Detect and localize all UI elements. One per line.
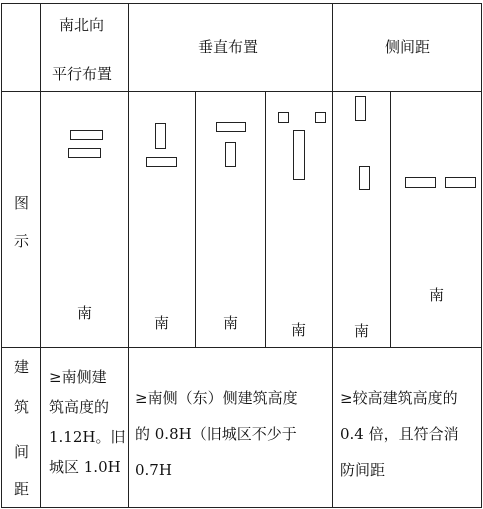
building-block bbox=[445, 177, 476, 188]
col1-divider bbox=[128, 3, 129, 508]
building-block bbox=[293, 130, 305, 180]
building-block bbox=[405, 177, 436, 188]
south-label: 南 bbox=[223, 314, 239, 332]
distance-parallel-text bbox=[49, 362, 127, 482]
building-block bbox=[68, 148, 101, 158]
distance-row-label-char-4: 距 bbox=[14, 480, 30, 498]
col2-subdivider-2 bbox=[265, 91, 266, 348]
distance-perpendicular-line: ≥南侧（东）侧建筑高度 bbox=[135, 389, 298, 407]
building-block bbox=[315, 112, 326, 123]
building-block bbox=[70, 130, 103, 140]
south-label: 南 bbox=[429, 286, 445, 304]
building-block bbox=[225, 142, 236, 167]
header-perpendicular: 垂直布置 bbox=[198, 38, 259, 56]
diagram-row-label-char-2: 示 bbox=[14, 232, 30, 250]
distance-parallel-line: ≥南侧建 bbox=[49, 368, 107, 386]
distance-parallel-line: 1.12H。旧 bbox=[49, 428, 126, 446]
distance-perpendicular-text bbox=[135, 380, 330, 488]
building-block bbox=[278, 112, 289, 123]
building-block bbox=[359, 166, 370, 190]
table-border-left bbox=[1, 3, 2, 508]
south-label: 南 bbox=[291, 321, 307, 339]
header-parallel-line1: 南北向 bbox=[59, 16, 105, 34]
building-block bbox=[216, 122, 246, 132]
distance-parallel-line: 城区 1.0H bbox=[49, 458, 121, 476]
distance-side-line: 防间距 bbox=[340, 461, 386, 479]
building-block bbox=[155, 123, 166, 149]
distance-side-line: 0.4 倍，且符合消 bbox=[340, 425, 459, 443]
distance-row-label-char-2: 筑 bbox=[14, 398, 30, 416]
distance-perpendicular-line: 的 0.8H（旧城区不少于 bbox=[135, 425, 297, 443]
col3-subdivider bbox=[390, 91, 391, 348]
col2-divider bbox=[332, 3, 333, 508]
table-border-right bbox=[481, 3, 482, 508]
diagram-row-divider bbox=[1, 347, 482, 348]
distance-perpendicular-line: 0.7H bbox=[135, 461, 172, 479]
building-block bbox=[146, 157, 177, 167]
diagram-row-label-char-1: 图 bbox=[14, 194, 30, 212]
header-side-spacing: 侧间距 bbox=[385, 38, 431, 56]
building-block bbox=[355, 96, 366, 121]
header-parallel-line2: 平行布置 bbox=[52, 65, 113, 83]
header-divider bbox=[1, 91, 482, 92]
table-border-bottom bbox=[1, 507, 482, 508]
label-column-divider bbox=[40, 3, 41, 508]
south-label: 南 bbox=[77, 304, 93, 322]
table-border-top bbox=[1, 3, 482, 4]
distance-side-line: ≥较高建筑高度的 bbox=[340, 389, 458, 407]
distance-parallel-line: 筑高度的 bbox=[49, 398, 110, 416]
south-label: 南 bbox=[154, 314, 170, 332]
col2-subdivider-1 bbox=[195, 91, 196, 348]
distance-row-label-char-3: 间 bbox=[14, 443, 30, 461]
distance-row-label-char-1: 建 bbox=[14, 358, 30, 376]
distance-side-text bbox=[340, 380, 480, 488]
south-label: 南 bbox=[354, 322, 370, 340]
